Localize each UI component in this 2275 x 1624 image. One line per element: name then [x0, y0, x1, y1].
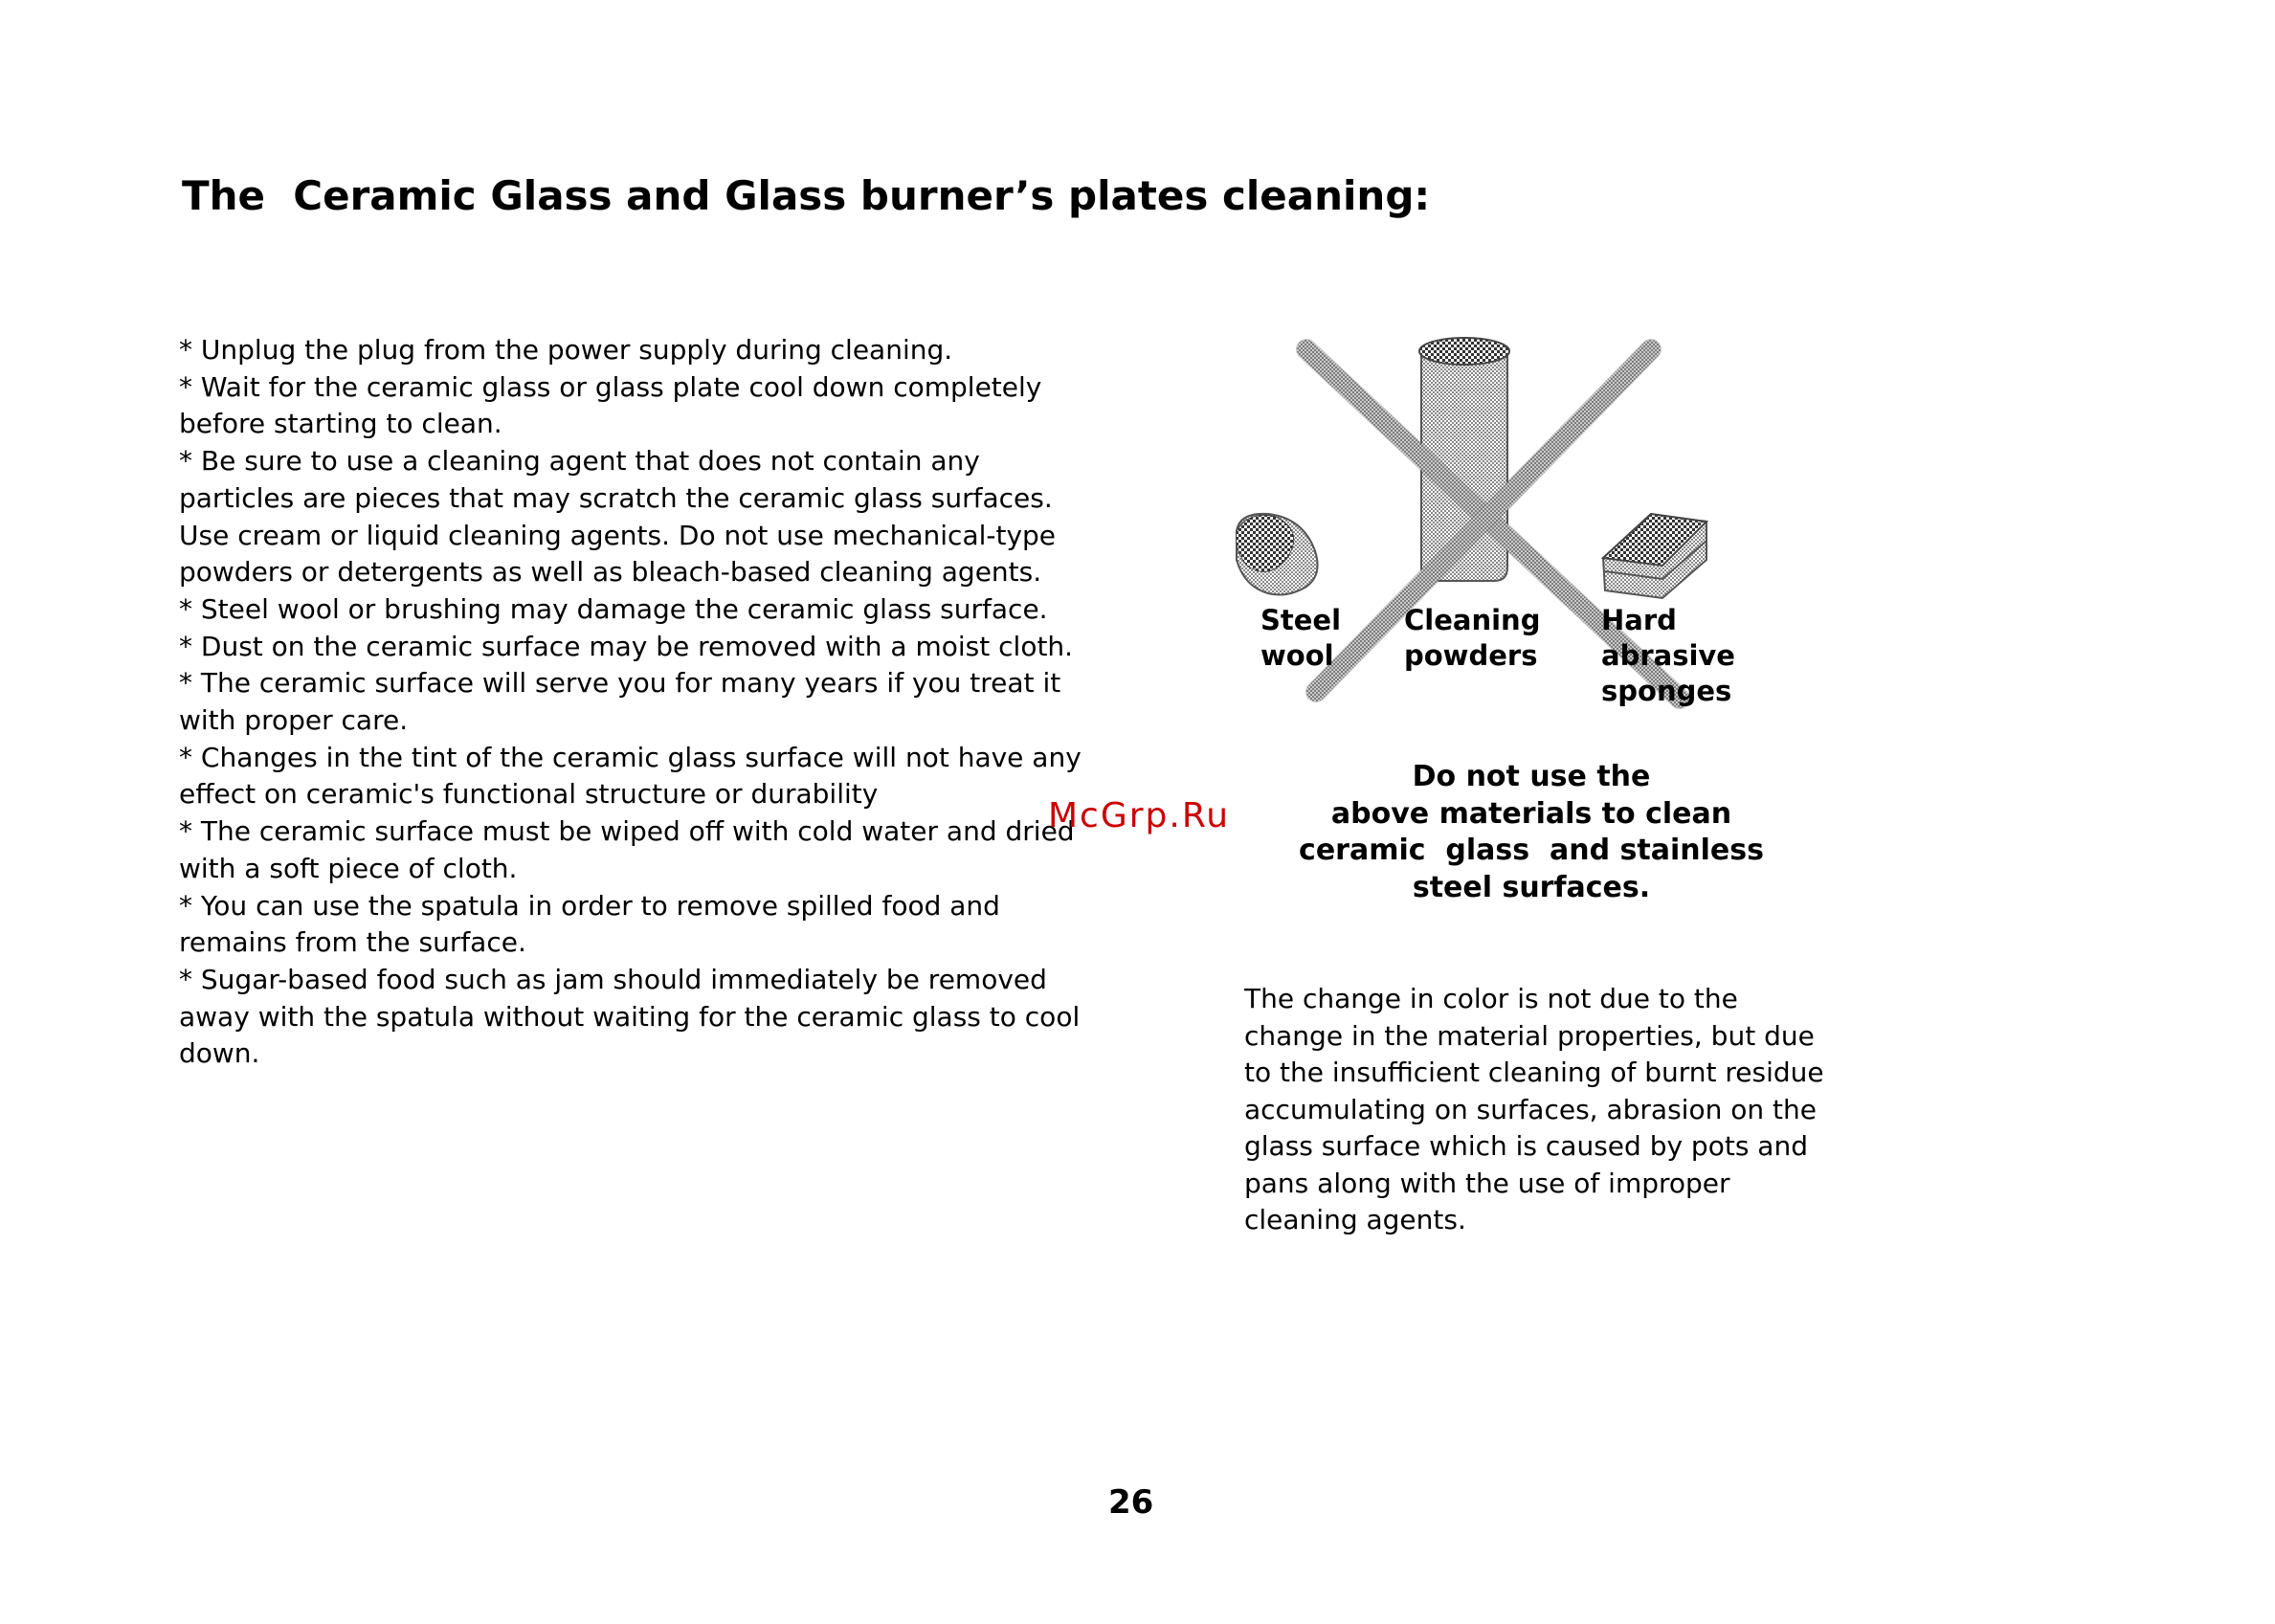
- steel-wool-label: Steel wool: [1260, 604, 1342, 672]
- color-change-note: The change in color is not due to the change in the material properties, but due to the insufficient cleaning of burnt residue accumulating on surfaces, abrasion on the glass surface which is caused by pots and pans along with the use of improper cleaning agents.: [1244, 983, 1824, 1235]
- instruction-item: * Wait for the ceramic glass or glass plate cool down completely before starting to clean.: [179, 370, 1042, 440]
- instruction-item: * Sugar-based food such as jam should immediately be removed away with the spatula without waiting for the ceramic glass to cool down.: [179, 963, 1081, 1070]
- instruction-item: * Unplug the plug from the power supply during cleaning.: [179, 334, 953, 366]
- cleaning-powders-label: Cleaning powders: [1404, 604, 1541, 672]
- prohibited-materials-illustration: [1230, 330, 1747, 723]
- cleaning-instructions: [179, 332, 1098, 1073]
- instruction-item: * Steel wool or brushing may damage the ceramic glass surface.: [179, 592, 1048, 625]
- instruction-item: * You can use the spatula in order to remove spilled food and remains from the surface.: [179, 889, 1000, 959]
- warning-line: above materials to clean: [1330, 796, 1732, 831]
- abrasive-sponge-icon: [1603, 514, 1706, 598]
- instruction-item: * The ceramic surface must be wiped off with cold water and dried with a soft piece of cloth.: [179, 815, 1075, 884]
- instruction-item: * Be sure to use a cleaning agent that does not contain any particles are pieces that may scratch the ceramic glass surfaces.: [179, 445, 1053, 514]
- warning-line: steel surfaces.: [1412, 870, 1651, 904]
- instruction-item: Use cream or liquid cleaning agents. Do not use mechanical-type powders or detergents as well as bleach-based cleaning agents.: [179, 519, 1057, 589]
- watermark: McGrp.Ru: [1048, 796, 1231, 835]
- page-number: 26: [1108, 1483, 1154, 1522]
- instruction-item: * Changes in the tint of the ceramic glass surface will not have any effect on ceramic's functional structure or durability: [179, 741, 1082, 811]
- instruction-item: * The ceramic surface will serve you for many years if you treat it with proper care.: [179, 667, 1061, 737]
- warning-line: ceramic glass and stainless: [1299, 834, 1764, 867]
- warning-line: Do not use the: [1412, 760, 1651, 793]
- steel-wool-icon: [1236, 514, 1317, 595]
- hard-sponges-label: Hard abrasive sponges: [1601, 604, 1735, 707]
- warning-note: [1282, 759, 1780, 906]
- instruction-item: * Dust on the ceramic surface may be removed with a moist cloth.: [179, 630, 1074, 662]
- page-title: The Ceramic Glass and Glass burner’s plates cleaning:: [182, 172, 1431, 219]
